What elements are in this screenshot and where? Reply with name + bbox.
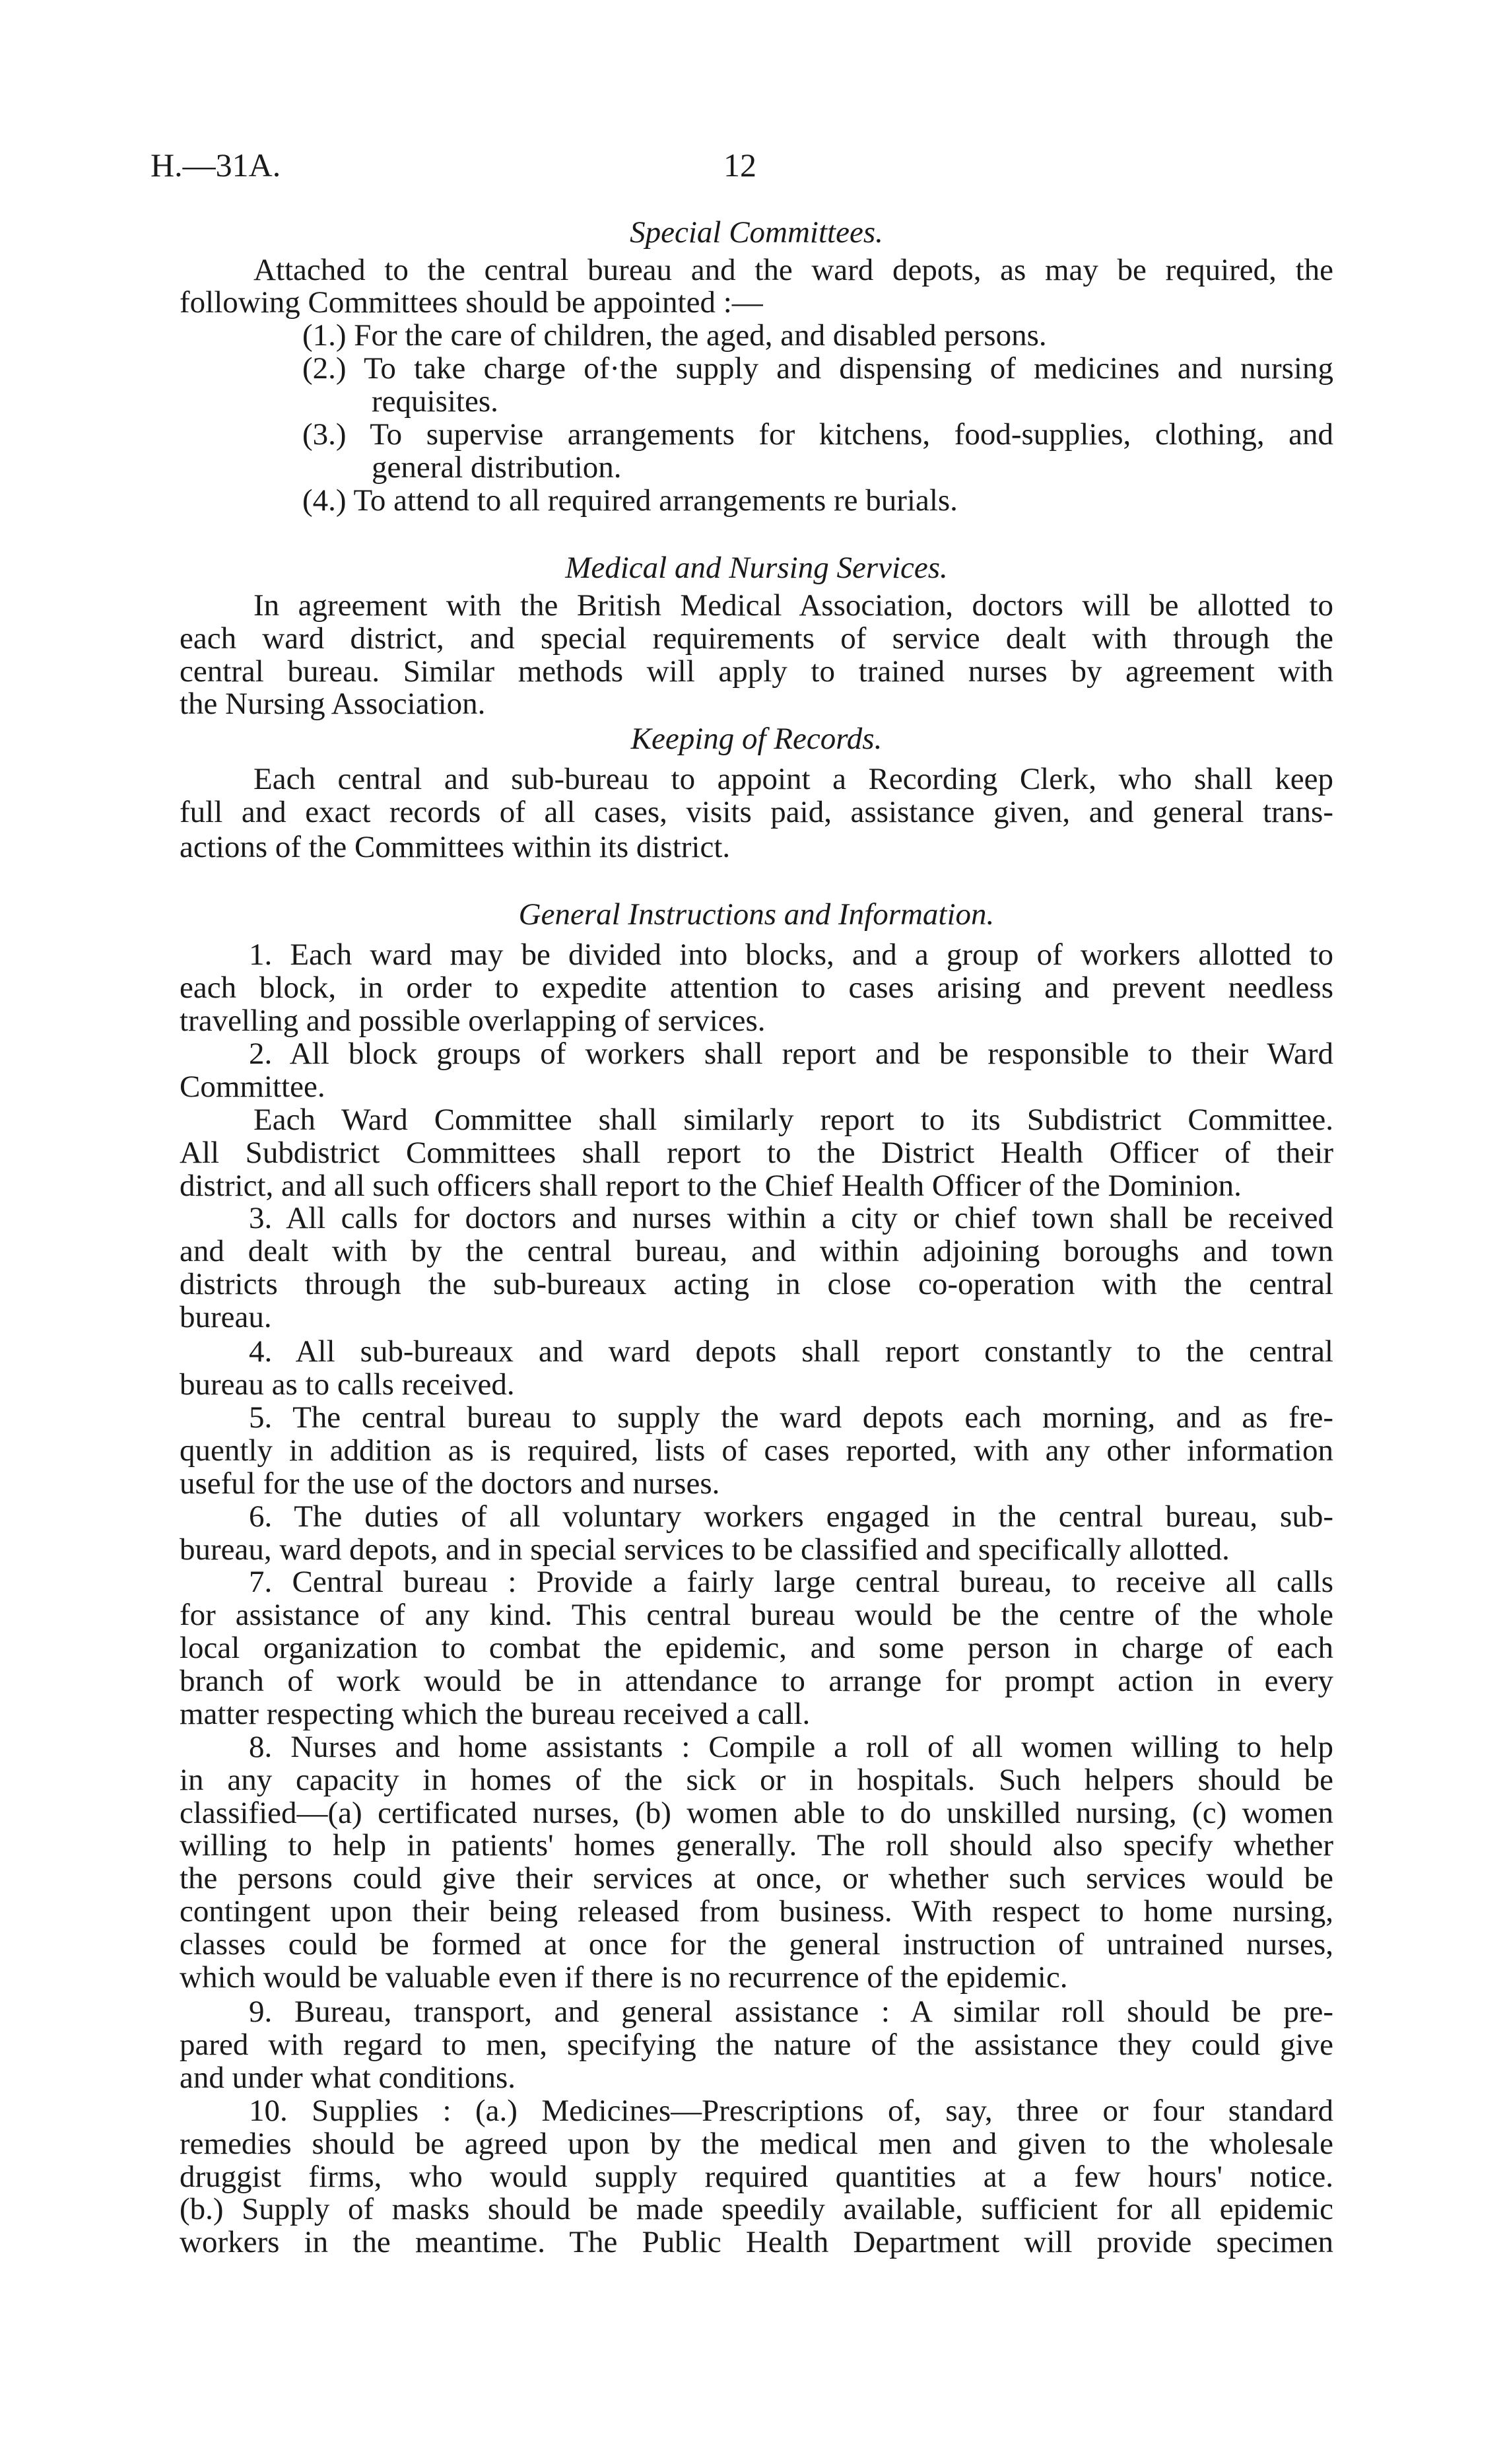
paragraph-line: Committee. <box>180 1069 325 1104</box>
paragraph-line: pared with regard to men, specifying the nature of the assistance they could give <box>180 2028 1333 2062</box>
paragraph-line: which would be valuable even if there is no recurrence of the epidemic. <box>180 1960 1068 1995</box>
paragraph-line: in any capacity in homes of the sick or in hospitals. Such helpers should be <box>180 1762 1333 1797</box>
paragraph-line: central bureau. Similar methods will apply to trained nurses by agreement with <box>180 654 1333 689</box>
paragraph-line: 4. All sub-bureaux and ward depots shall report constantly to the central <box>249 1334 1333 1369</box>
paragraph-line: 9. Bureau, transport, and general assistance : A similar roll should be pre- <box>249 1995 1333 2030</box>
paragraph-line: bureau. <box>180 1300 272 1334</box>
paragraph-line: bureau as to calls received. <box>180 1367 515 1402</box>
paragraph-line: each ward district, and special requirements of service dealt with through the <box>180 621 1333 656</box>
document-reference: H.—31A. <box>150 147 281 184</box>
paragraph-line: local organization to combat the epidemic, and some person in charge of each <box>180 1631 1333 1666</box>
paragraph-line: 3. All calls for doctors and nurses within a city or chief town shall be received <box>249 1201 1333 1236</box>
paragraph-line: and under what conditions. <box>180 2060 516 2095</box>
paragraph-line: druggist firms, who would supply required quantities at a few hours' notice. <box>180 2159 1333 2194</box>
paragraph-line: useful for the use of the doctors and nurses. <box>180 1466 720 1501</box>
paragraph-line: 5. The central bureau to supply the ward depots each morning, and as fre- <box>249 1400 1333 1435</box>
paragraph-line: Each central and sub-bureau to appoint a Recording Clerk, who shall keep <box>253 762 1333 797</box>
paragraph-line: contingent upon their being released from business. With respect to home nursing, <box>180 1894 1333 1929</box>
paragraph-line: full and exact records of all cases, visits paid, assistance given, and general trans- <box>180 795 1333 830</box>
paragraph-line: and dealt with by the central bureau, and within adjoining boroughs and town <box>180 1234 1333 1269</box>
list-item-line: general distribution. <box>372 450 622 485</box>
paragraph-line: workers in the meantime. The Public Health Department will provide specimen <box>180 2225 1333 2260</box>
paragraph-line: each block, in order to expedite attention to cases arising and prevent needless <box>180 971 1333 1006</box>
paragraph-line: remedies should be agreed upon by the medical men and given to the wholesale <box>180 2126 1333 2161</box>
section-heading: Special Committees. <box>630 215 883 250</box>
paragraph-line: travelling and possible overlapping of services. <box>180 1004 766 1039</box>
paragraph-line: willing to help in patients' homes generally. The roll should also specify whether <box>180 1828 1333 1863</box>
paragraph-line: the Nursing Association. <box>180 687 486 722</box>
paragraph-line: quently in addition as is required, lists of cases reported, with any other information <box>180 1433 1333 1468</box>
paragraph-line: 2. All block groups of workers shall report and be responsible to their Ward <box>249 1037 1333 1071</box>
list-item-line: requisites. <box>372 384 498 419</box>
paragraph-line: 8. Nurses and home assistants : Compile a roll of all women willing to help <box>249 1729 1333 1764</box>
paragraph-line: 10. Supplies : (a.) Medicines—Prescriptions of, say, three or four standard <box>249 2093 1333 2128</box>
paragraph-line: 6. The duties of all voluntary workers engaged in the central bureau, sub- <box>249 1499 1333 1534</box>
paragraph-line: classified—(a) certificated nurses, (b) women able to do unskilled nursing, (c) women <box>180 1795 1333 1830</box>
paragraph-line: Attached to the central bureau and the ward depots, as may be required, the <box>253 252 1333 287</box>
paragraph-line: the persons could give their services at once, or whether such services would be <box>180 1861 1333 1896</box>
paragraph-line: matter respecting which the bureau received a call. <box>180 1696 811 1731</box>
paragraph-line: branch of work would be in attendance to arrange for prompt action in every <box>180 1664 1333 1698</box>
paragraph-line: classes could be formed at once for the general instruction of untrained nurses, <box>180 1927 1333 1962</box>
list-item-line: (2.) To take charge of·the supply and dispensing of medicines and nursing <box>302 351 1333 386</box>
paragraph-line: Each Ward Committee shall similarly report to its Subdistrict Committee. <box>253 1102 1333 1137</box>
paragraph-line: In agreement with the British Medical Association, doctors will be allotted to <box>253 588 1333 623</box>
list-item-line: (4.) To attend to all required arrangements re burials. <box>302 483 958 518</box>
list-item-line: (3.) To supervise arrangements for kitchens, food-supplies, clothing, and <box>302 417 1333 452</box>
section-heading: Medical and Nursing Services. <box>565 550 948 585</box>
paragraph-line: (b.) Supply of masks should be made speedily available, sufficient for all epidemic <box>180 2192 1333 2227</box>
paragraph-line: for assistance of any kind. This central bureau would be the centre of the whole <box>180 1598 1333 1633</box>
section-heading: General Instructions and Information. <box>518 897 995 932</box>
paragraph-line: bureau, ward depots, and in special services to be classified and specifically allotted. <box>180 1532 1230 1567</box>
paragraph-line: actions of the Committees within its district. <box>180 829 731 864</box>
page-number: 12 <box>723 147 756 184</box>
paragraph-line: 7. Central bureau : Provide a fairly large central bureau, to receive all calls <box>249 1565 1333 1600</box>
paragraph-line: 1. Each ward may be divided into blocks, and a group of workers allotted to <box>249 938 1333 973</box>
paragraph-line: All Subdistrict Committees shall report to the District Health Officer of their <box>180 1135 1333 1170</box>
paragraph-line: district, and all such officers shall report to the Chief Health Officer of the Dominion. <box>180 1168 1242 1203</box>
paragraph-line: following Committees should be appointed :— <box>180 285 763 320</box>
paragraph-line: districts through the sub-bureaux acting in close co-operation with the central <box>180 1267 1333 1302</box>
section-heading: Keeping of Records. <box>630 721 883 756</box>
list-item-line: (1.) For the care of children, the aged, and disabled persons. <box>302 318 1047 353</box>
